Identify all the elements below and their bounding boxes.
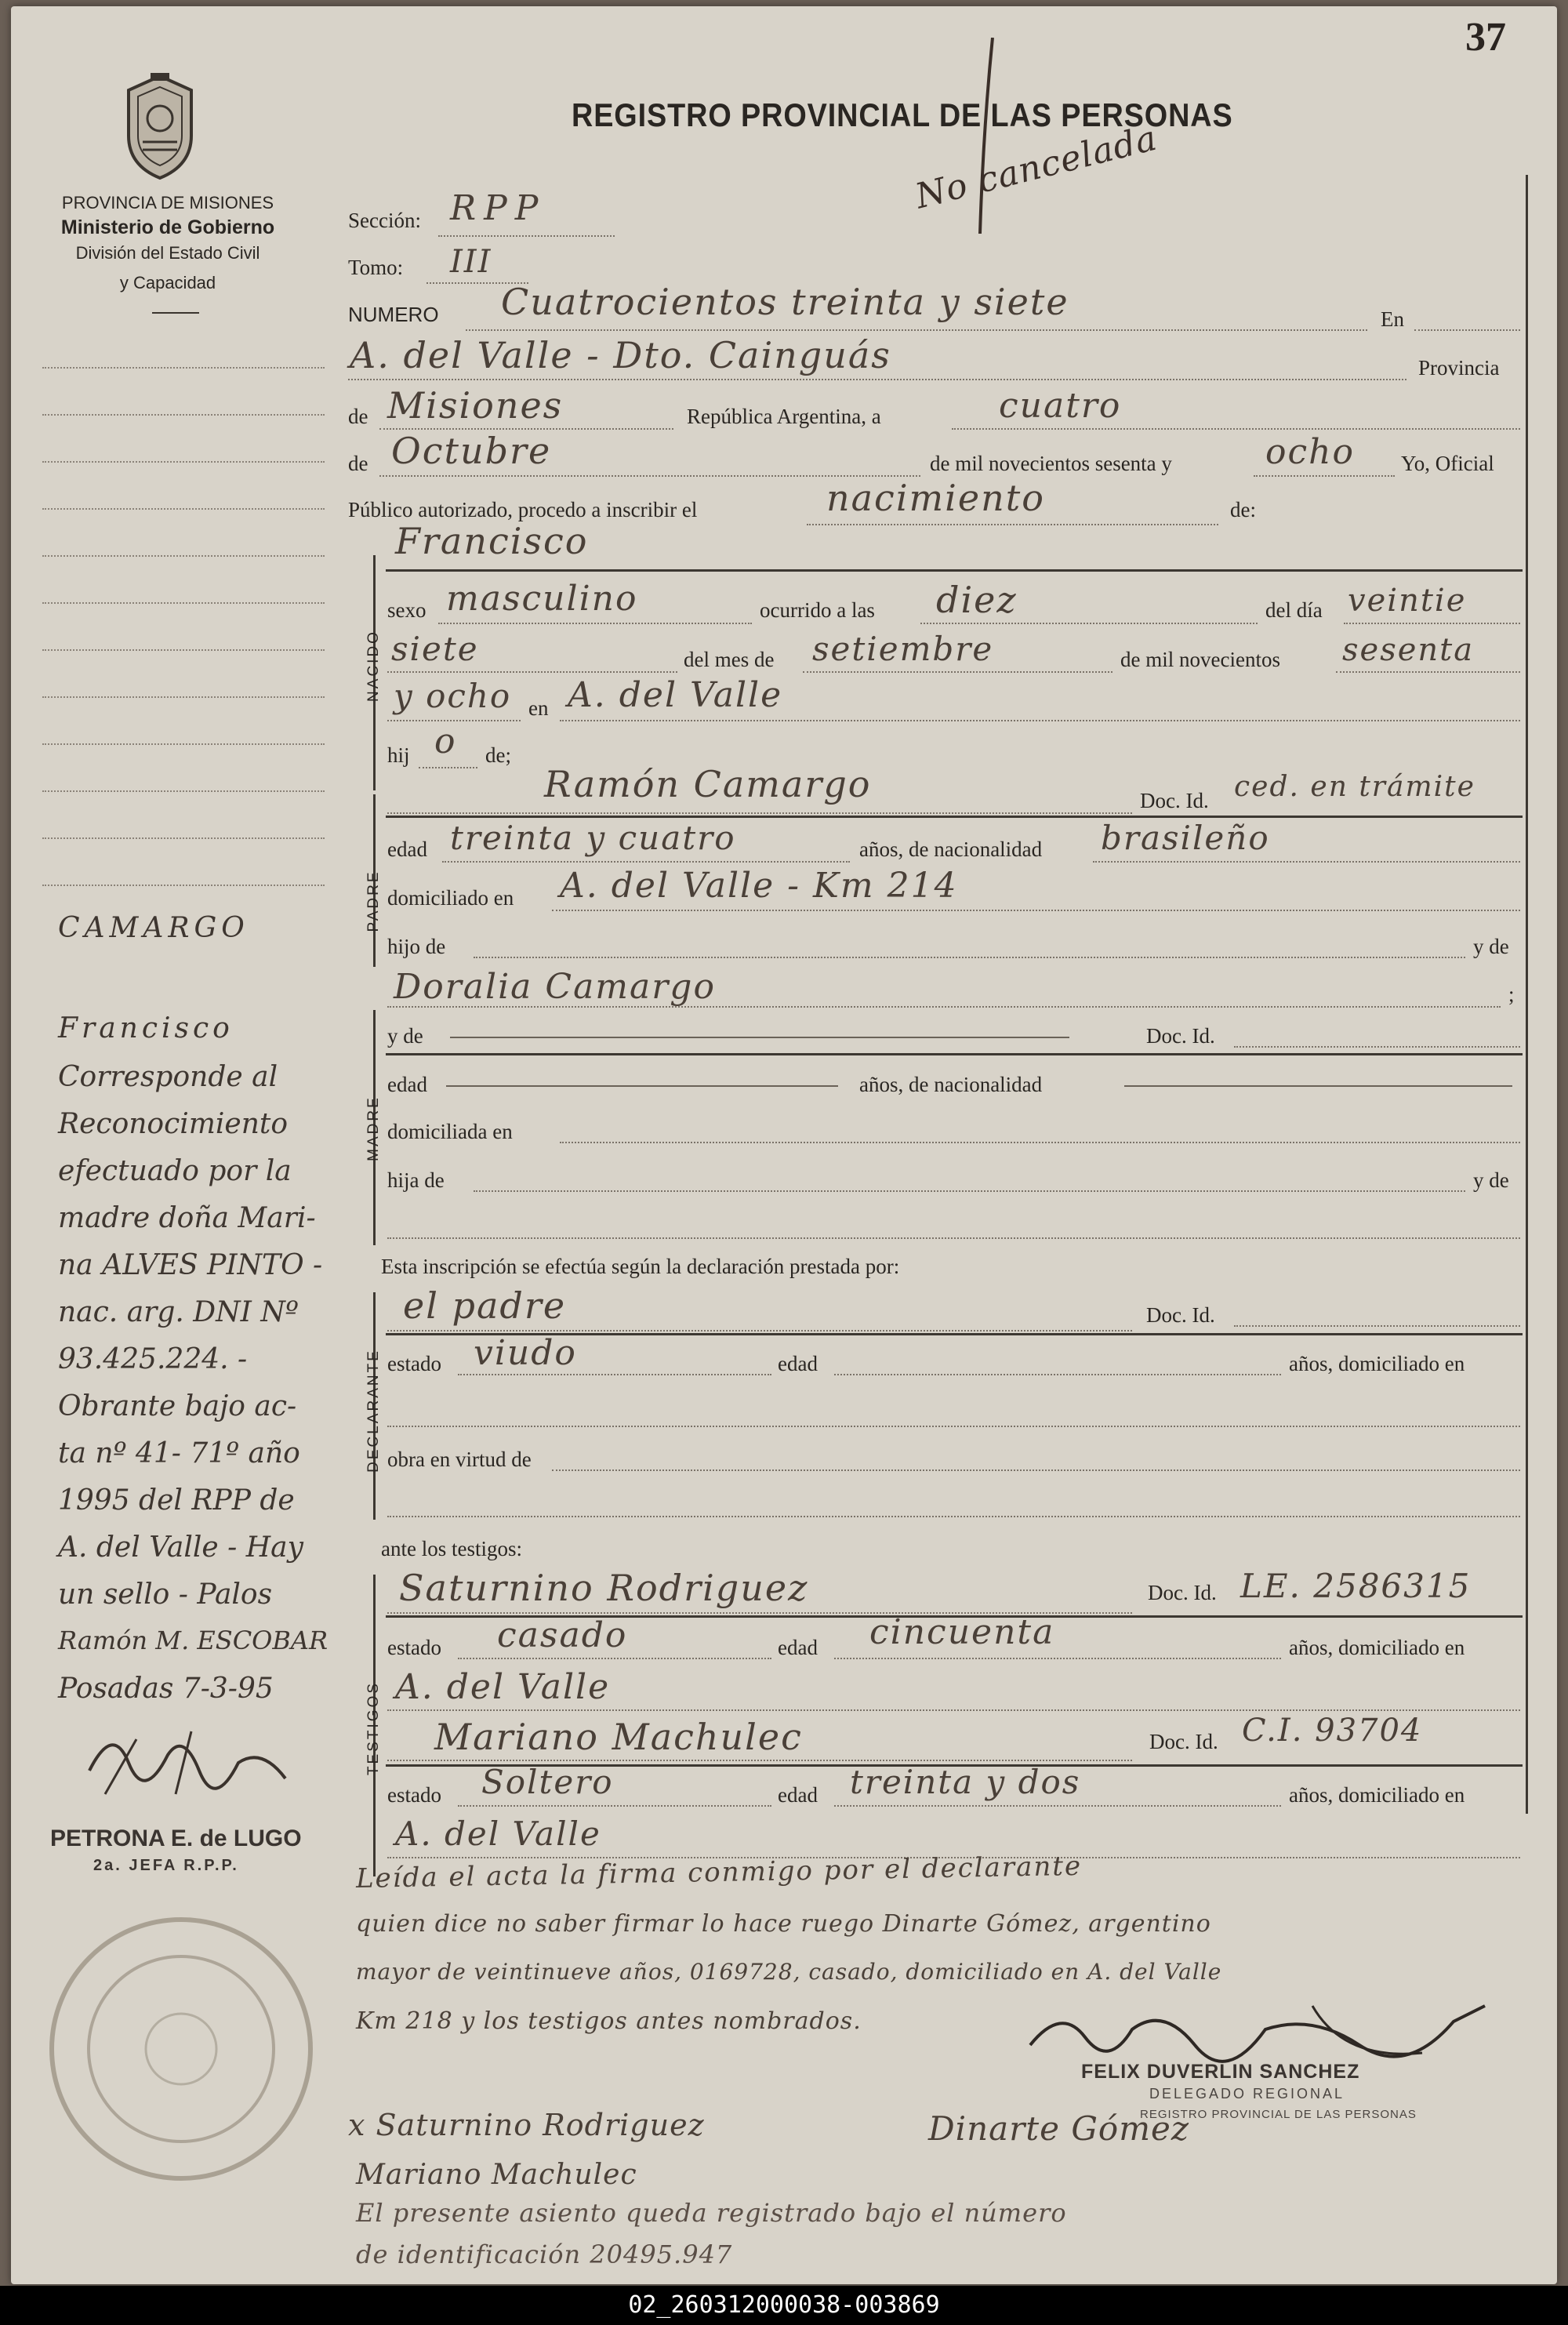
margin-line: Posadas 7-3-95 (58, 1673, 274, 1705)
testigo1-edad-value: cincuenta (869, 1612, 1055, 1652)
declarante-intro: Esta inscripción se efectúa según la declaración prestada por: (381, 1255, 900, 1278)
official-title: DELEGADO REGIONAL (1149, 2086, 1345, 2102)
madre-domicilio-label: domiciliada en (387, 1120, 513, 1143)
testigo1-domicilio-value: A. del Valle (395, 1667, 611, 1707)
padre-domicilio-label: domiciliado en (387, 886, 514, 910)
margin-line: Ramón M. ESCOBAR (58, 1626, 328, 1655)
declarante-domicilio-label: años, domiciliado en (1289, 1352, 1465, 1375)
declarante-obra-label: obra en virtud de (387, 1448, 532, 1471)
en-lugar-label: en (528, 696, 549, 720)
testigo2-domicilio-label: años, domiciliado en (1289, 1783, 1465, 1807)
de-colon-label: de: (1230, 498, 1256, 521)
section-label-declarante: DECLARANTE (365, 1349, 382, 1473)
oficial-label: Yo, Oficial (1401, 452, 1494, 475)
image-id-footer: 02_260312000038-003869 (0, 2286, 1568, 2325)
en-label: En (1381, 307, 1404, 331)
anio-value-1: sesenta (1342, 632, 1475, 668)
margin-line: nac. arg. DNI Nº (58, 1296, 299, 1328)
testigo1-nombre: Saturnino Rodriguez (399, 1567, 809, 1609)
testigo1-estado-label: estado (387, 1636, 441, 1659)
testigo2-nombre: Mariano Machulec (434, 1716, 803, 1758)
provincia-value: Misiones (387, 384, 564, 427)
madre-doc-label: Doc. Id. (1146, 1024, 1215, 1048)
hij-de-label: de; (485, 743, 511, 767)
mes-nacimiento-value: setiembre (812, 630, 994, 668)
dia-value-2: siete (391, 630, 479, 668)
margin-line: ta nº 41- 71º año (58, 1437, 300, 1469)
republica-label: República Argentina, a (687, 405, 881, 428)
testigo1-domicilio-label: años, domiciliado en (1289, 1636, 1465, 1659)
publico-label: Público autorizado, procedo a inscribir el (348, 498, 698, 521)
footer-note-line: de identificación 20495.947 (356, 2240, 733, 2269)
padre-nacionalidad-value: brasileño (1101, 819, 1270, 857)
seccion-value: RPP (450, 188, 546, 228)
declarante-doc-label: Doc. Id. (1146, 1303, 1215, 1327)
del-mes-label: del mes de (684, 648, 775, 671)
section-label-padre: PADRE (365, 870, 382, 932)
margin-line: 1995 del RPP de (58, 1484, 295, 1517)
testigo1-edad-label: edad (778, 1636, 818, 1659)
testigos-intro: ante los testigos: (381, 1537, 522, 1560)
padre-y-de-label: y de (1473, 935, 1509, 958)
page-number: 37 (1465, 15, 1506, 60)
testigo2-domicilio-value: A. del Valle (395, 1815, 601, 1853)
de-label-2: de (348, 452, 368, 475)
numero-value: Cuatrocientos treinta y siete (501, 281, 1069, 323)
margin-line: na ALVES PINTO - (58, 1249, 323, 1281)
testigo1-signature: x Saturnino Rodriguez (348, 2108, 705, 2142)
document-title: REGISTRO PROVINCIAL DE LAS PERSONAS (572, 96, 1233, 133)
closing-line: mayor de veintinueve años, 0169728, casado, domiciliado en A. del Valle (356, 1959, 1222, 1985)
del-dia-label: del día (1265, 598, 1323, 622)
hij-label: hij (387, 743, 410, 767)
official-office: REGISTRO PROVINCIAL DE LAS PERSONAS (1140, 2108, 1417, 2121)
madre-edad-label: edad (387, 1073, 427, 1096)
sexo-value: masculino (446, 579, 638, 619)
margin-line: Reconocimiento (58, 1108, 289, 1140)
margin-line: Obrante bajo ac- (58, 1390, 297, 1422)
madre-nacionalidad-label: años, de nacionalidad (859, 1073, 1043, 1096)
testigo2-edad-value: treinta y dos (850, 1763, 1081, 1801)
testigo2-estado-label: estado (387, 1783, 441, 1807)
testigo2-estado-value: Soltero (481, 1763, 614, 1801)
acto-value: nacimiento (826, 477, 1045, 519)
padre-edad-value: treinta y cuatro (450, 819, 736, 857)
padre-nombre: Ramón Camargo (544, 763, 872, 805)
footer-note-line: El presente asiento queda registrado bajo el número (356, 2198, 1067, 2228)
margin-line: A. del Valle - Hay (58, 1531, 303, 1564)
testigo2-doc-label: Doc. Id. (1149, 1730, 1218, 1753)
ruego-signature: Dinarte Gómez (928, 2109, 1190, 2148)
madre-hija-label: hija de (387, 1168, 445, 1192)
mil-label: de mil novecientos sesenta y (930, 452, 1172, 475)
testigo2-edad-label: edad (778, 1783, 818, 1807)
hora-value: diez (936, 579, 1018, 621)
anio-value: ocho (1265, 432, 1355, 472)
madre-y-de-label-2: y de (1473, 1168, 1509, 1192)
section-label-testigos: TESTIGOS (365, 1680, 382, 1776)
padre-edad-label: edad (387, 837, 427, 861)
division-heading-2: y Capacidad (119, 273, 216, 292)
coat-of-arms-icon (119, 73, 201, 183)
closing-line: Km 218 y los testigos antes nombrados. (356, 2007, 862, 2035)
padre-domicilio-value: A. del Valle - Km 214 (560, 866, 958, 906)
margin-line: 93.425.224. - (58, 1343, 248, 1375)
declarante-edad-label: edad (778, 1352, 818, 1375)
margin-signature (82, 1716, 301, 1810)
cancellation-stroke (975, 38, 999, 234)
margin-signer-title: 2a. JEFA R.P.P. (93, 1857, 239, 1874)
padre-hijo-label: hijo de (387, 935, 446, 958)
testigo1-doc-value: LE. 2586315 (1240, 1567, 1472, 1605)
madre-nombre: Doralia Camargo (394, 967, 716, 1007)
testigo2-signature: Mariano Machulec (356, 2159, 637, 2191)
mil-novecientos-label: de mil novecientos (1120, 648, 1280, 671)
lugar-value: A. del Valle - Dto. Cainguás (350, 334, 891, 376)
declarante-estado-value: viudo (474, 1333, 577, 1373)
margin-surname: CAMARGO (58, 912, 249, 944)
section-label-madre: MADRE (365, 1095, 382, 1161)
document-page (11, 6, 1557, 2284)
numero-label: NUMERO (348, 303, 439, 326)
seccion-label: Sección: (348, 209, 421, 232)
dia-value-1: veintie (1348, 583, 1467, 619)
sexo-label: sexo (387, 598, 426, 622)
madre-y-de-label: y de (387, 1024, 423, 1048)
mes-value: Octubre (391, 430, 552, 472)
declarante-estado-label: estado (387, 1352, 441, 1375)
ministry-heading: Ministerio de Gobierno (60, 216, 275, 238)
province-heading: PROVINCIA DE MISIONES (61, 193, 274, 213)
de-label: de (348, 405, 368, 428)
margin-line: madre doña Mari- (58, 1202, 316, 1234)
hij-value: o (434, 721, 457, 761)
cancellation-mark: No cancelada (911, 118, 1162, 217)
closing-line: quien dice no saber firmar lo hace ruego Dinarte Gómez, argentino (356, 1910, 1211, 1938)
nacido-nombre: Francisco (395, 520, 589, 562)
testigo1-doc-label: Doc. Id. (1148, 1581, 1217, 1604)
testigo1-estado-value: casado (497, 1615, 628, 1655)
frame-right (1526, 175, 1528, 1814)
padre-nacionalidad-label: años, de nacionalidad (859, 837, 1043, 861)
official-seal-icon (44, 1912, 318, 2186)
declarante-nombre: el padre (403, 1284, 567, 1327)
padre-doc-value: ced. en trámite (1234, 771, 1475, 803)
tomo-label: Tomo: (348, 256, 404, 279)
division-heading-1: División del Estado Civil (75, 243, 260, 263)
margin-signer-name: PETRONA E. de LUGO (50, 1825, 302, 1851)
anio-value-2: y ocho (394, 677, 512, 715)
margin-line: Corresponde al (58, 1061, 278, 1093)
margin-line: efectuado por la (58, 1155, 292, 1187)
tomo-value: III (450, 244, 492, 280)
margin-line: Francisco (58, 1012, 234, 1044)
testigo2-doc-value: C.I. 93704 (1242, 1713, 1423, 1749)
official-name: FELIX DUVERLIN SANCHEZ (1081, 2061, 1360, 2083)
padre-doc-label: Doc. Id. (1140, 789, 1209, 812)
nacido-lugar-value: A. del Valle (568, 675, 783, 715)
margin-line: un sello - Palos (58, 1578, 273, 1611)
heading-underline (152, 312, 199, 314)
ocurrido-label: ocurrido a las (760, 598, 875, 622)
dia-value: cuatro (999, 386, 1122, 426)
closing-line: Leída el acta la firma conmigo por el declarante (355, 1850, 1083, 1895)
provincia-label: Provincia (1418, 356, 1500, 380)
madre-semicolon: ; (1508, 983, 1515, 1006)
section-label-nacido: NACIDO (365, 630, 382, 702)
